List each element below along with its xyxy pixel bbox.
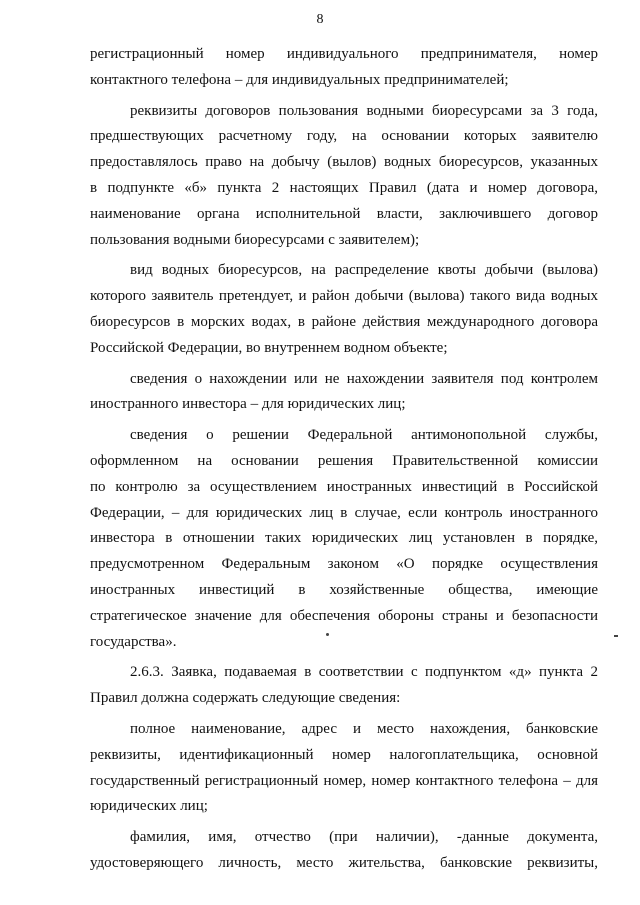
text-line: сведения о решении Федеральной антимонопольной службы, [130,427,598,444]
text-line: фамилия, имя, отчество (при наличии), -данные документа, [130,829,598,846]
text-line: сведения о нахождении или не нахождении заявителя под контролем [130,370,598,387]
paragraph-section-2-6-3 [90,660,598,712]
text-line: Российской Федерации, во внутреннем водном объекте; [90,339,448,356]
paragraph-foreign-investor-control [90,367,598,419]
text-line: предшествующих расчетному году, на основании которых заявителю [90,128,598,145]
paragraph-bioresource-type [90,258,598,361]
scan-mark [326,633,329,636]
text-line: реквизиты договоров пользования водными биоресурсами за 3 года, [130,102,598,119]
text-line: наименование органа исполнительной власти, заключившего договор [90,205,598,222]
paragraph-antimonopoly-decision [90,423,598,655]
text-line: которого заявитель претендует, и район добычи (вылова) такого вида водных [90,288,598,305]
paragraph-legal-entity-details [90,717,598,820]
text-line: биоресурсов в морских водах, в районе действия международного договора [90,313,598,330]
paragraph-registration-number [90,42,598,94]
document-body [90,42,598,877]
paragraph-contract-details [90,99,598,254]
text-line: иностранного инвестора – для юридических лиц; [90,396,406,413]
page-number: 8 [316,12,324,27]
text-line: инвестора в отношении таких юридических лиц установлен в порядке, [90,530,598,547]
text-line: оформленном на основании решения Правительственной комиссии [90,452,598,469]
text-line: регистрационный номер индивидуального предпринимателя, номер [90,46,598,62]
text-line: предусмотренном Федеральным законом «О порядке осуществления [90,556,598,573]
text-line: государственный регистрационный номер, номер контактного телефона – для [90,772,598,789]
paragraph-individual-details [90,825,598,877]
text-line: по контролю за осуществлением иностранных инвестиций в Российской [90,478,598,495]
text-line: стратегическое значение для обеспечения обороны страны и безопасности [90,607,598,624]
text-line: государства». [90,633,177,650]
text-line: удостоверяющего личность, место жительства, банковские реквизиты, [90,854,598,871]
text-line: предоставлялось право на добычу (вылов) водных биоресурсов, указанных [90,154,598,171]
text-line: 2.6.3. Заявка, подаваемая в соответствии с подпунктом «д» пункта 2 [130,664,598,681]
text-line: реквизиты, идентификационный номер налогоплательщика, основной [90,746,598,763]
text-line: в подпункте «б» пункта 2 настоящих Правил (дата и номер договора, [90,179,598,196]
text-line: Правил должна содержать следующие сведения: [90,690,401,707]
text-line: иностранных инвестиций в хозяйственные общества, имеющие [90,581,598,598]
scan-mark [614,635,618,637]
text-line: Федерации, – для юридических лиц в случае, если контроль иностранного [90,504,598,521]
text-line: вид водных биоресурсов, на распределение квоты добычи (вылова) [130,262,598,279]
text-line: полное наименование, адрес и место нахождения, банковские [130,720,598,737]
text-line: контактного телефона – для индивидуальных предпринимателей; [90,71,509,88]
text-line: пользования водными биоресурсами с заявителем); [90,231,420,248]
text-line: юридических лиц; [90,798,208,815]
